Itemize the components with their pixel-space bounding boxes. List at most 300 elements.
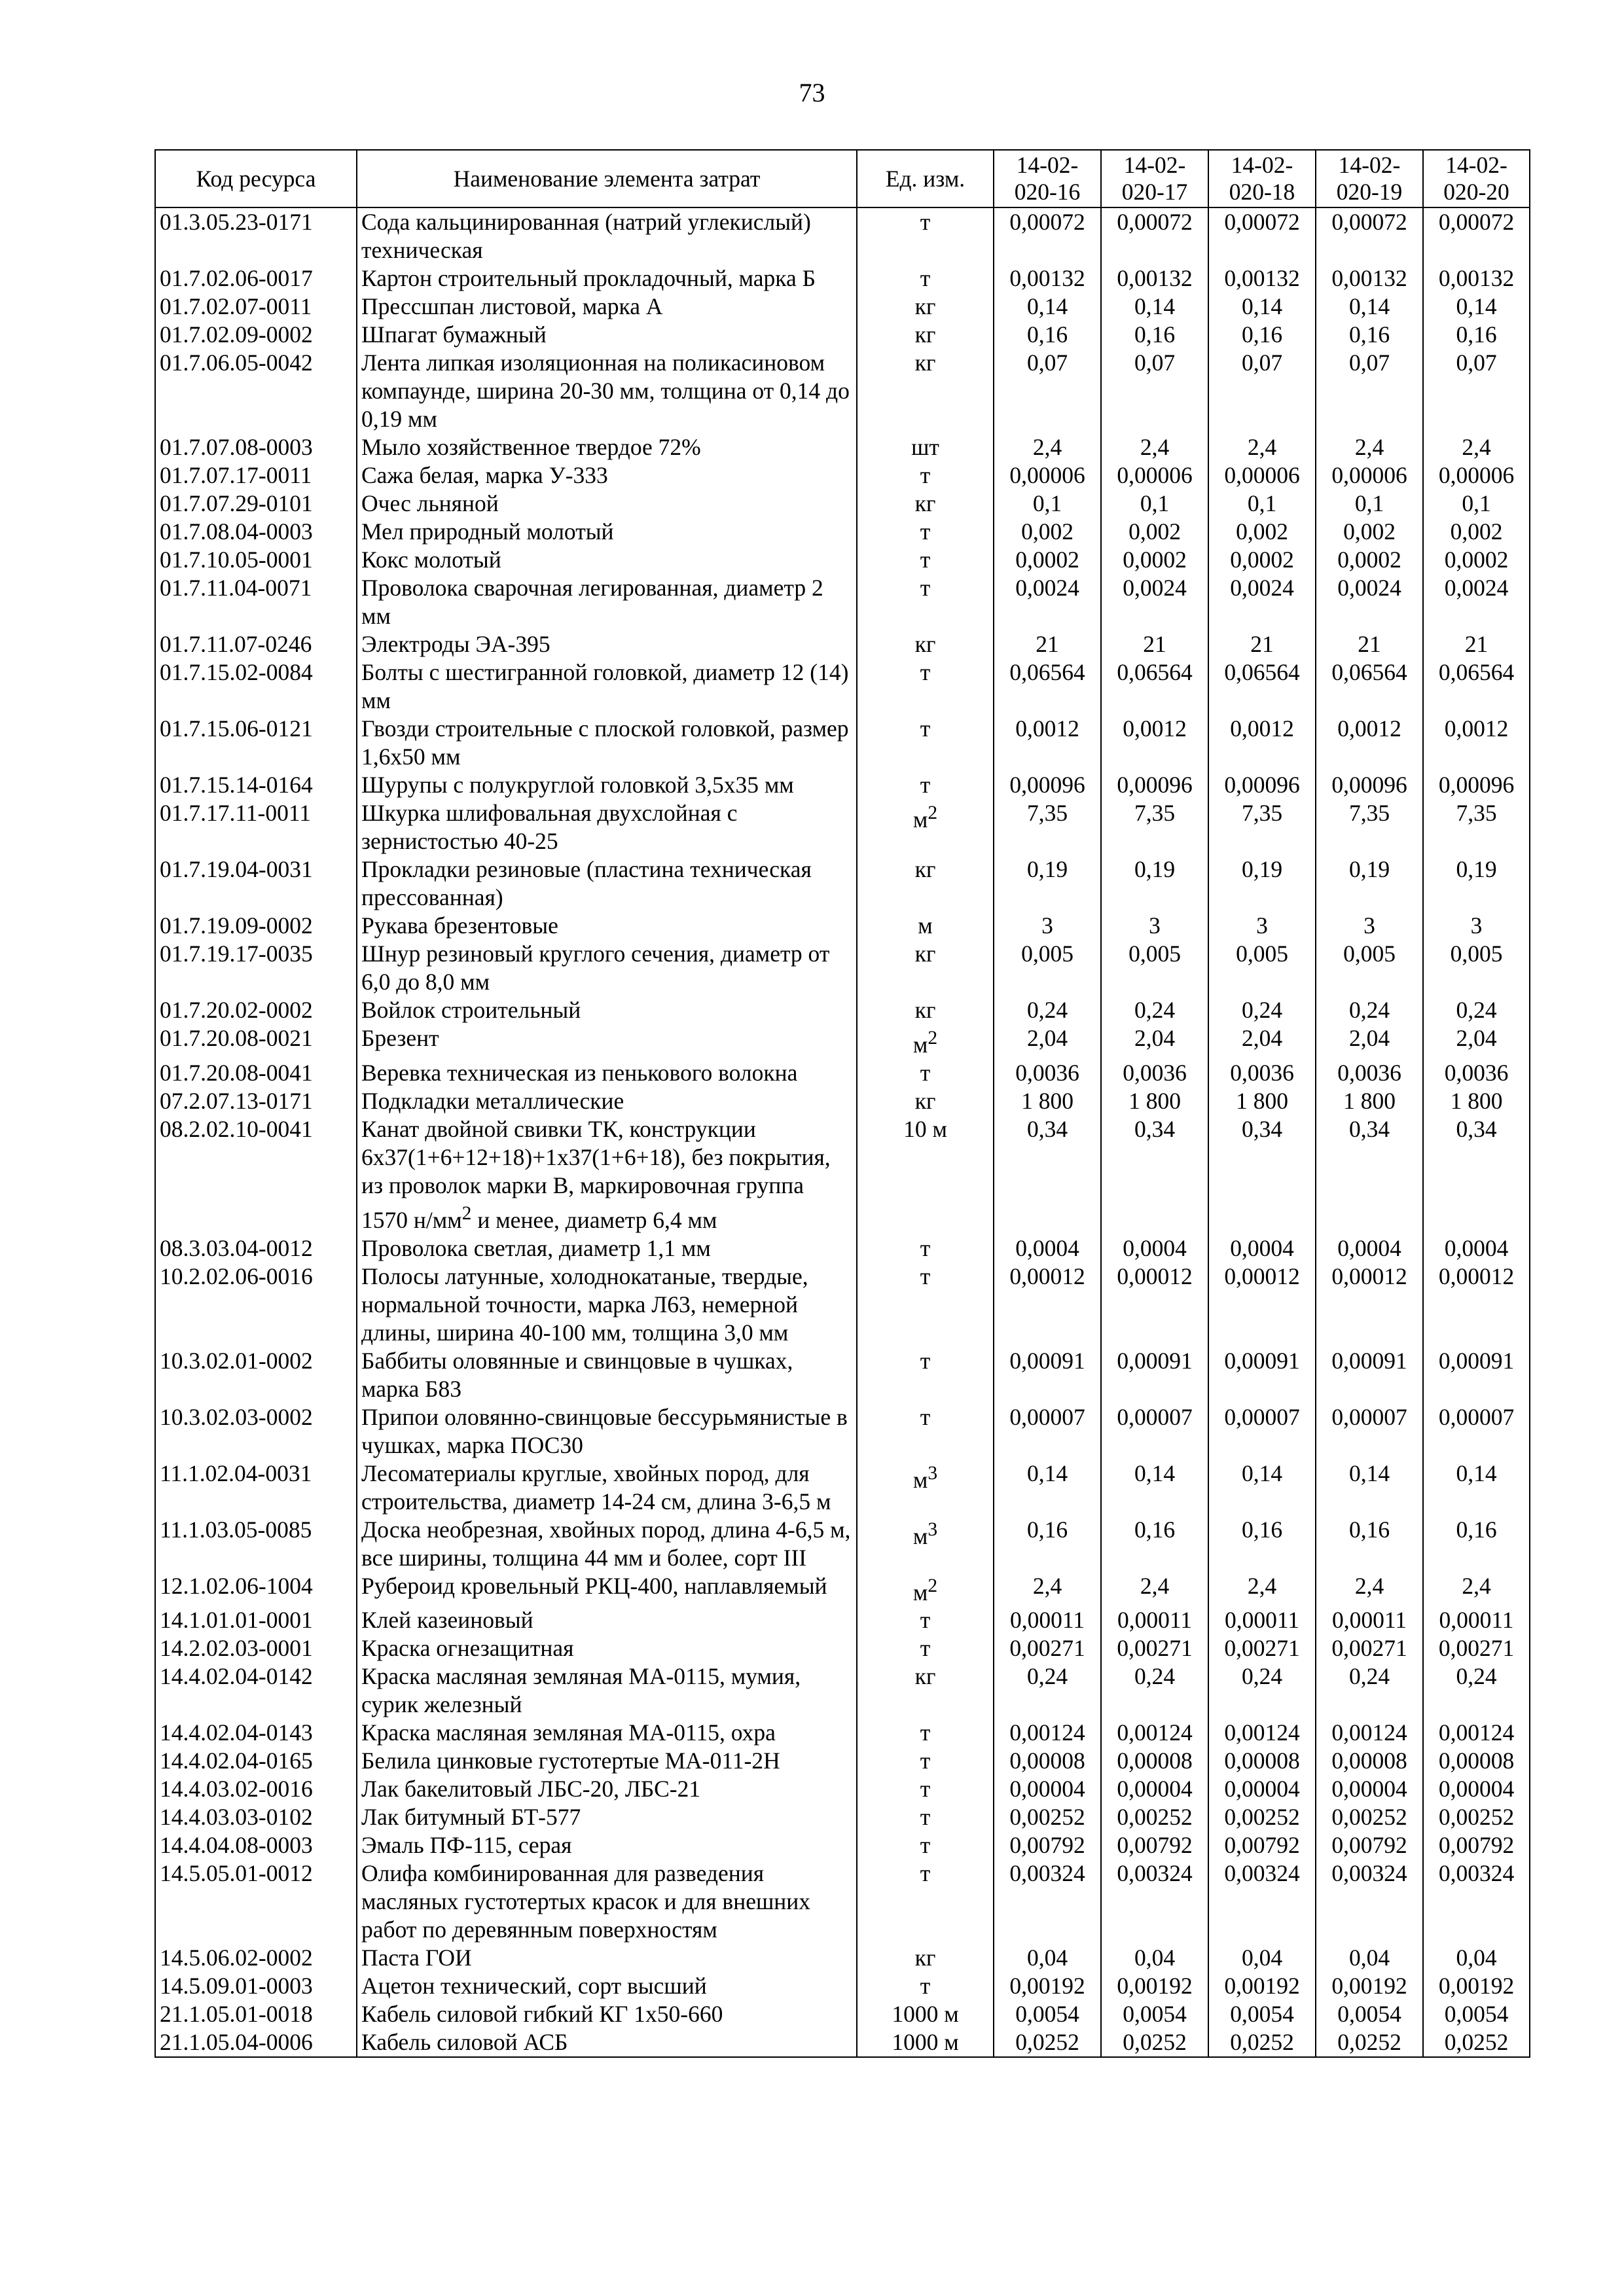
resource-code: 08.2.02.10-0041 (155, 1115, 357, 1234)
resource-name: Сажа белая, марка У-333 (357, 461, 857, 490)
norm-value: 1 800 (1423, 1087, 1530, 1115)
norm-value: 0,00792 (1423, 1831, 1530, 1859)
norm-value: 0,04 (1423, 1944, 1530, 1972)
resource-code: 01.7.17.11-0011 (155, 799, 357, 855)
table-row (155, 771, 1530, 799)
norm-value: 0,04 (1316, 1944, 1423, 1972)
resource-code: 14.4.02.04-0165 (155, 1747, 357, 1775)
norm-value: 0,34 (1208, 1115, 1316, 1234)
resource-code: 01.7.06.05-0042 (155, 349, 357, 433)
norm-value: 0,16 (1423, 321, 1530, 349)
resource-code: 11.1.02.04-0031 (155, 1460, 357, 1516)
norm-value: 0,16 (1316, 321, 1423, 349)
resource-code: 10.2.02.06-0016 (155, 1263, 357, 1347)
norm-value: 0,0036 (1101, 1059, 1208, 1087)
norm-value: 0,00072 (1316, 207, 1423, 264)
resource-code: 01.7.11.04-0071 (155, 574, 357, 630)
resource-name: Краска масляная земляная МА-0115, мумия, сурик железный (357, 1662, 857, 1719)
norm-value: 0,0054 (1101, 2000, 1208, 2028)
norm-value: 21 (994, 630, 1101, 658)
norm-value: 0,00792 (1101, 1831, 1208, 1859)
norm-value: 0,00192 (1423, 1972, 1530, 2000)
resource-name: Лента липкая изоляционная на поликасиновом компаунде, ширина 20-30 мм, толщина от 0,14 до 0,19 мм (357, 349, 857, 433)
norm-value: 0,00011 (1208, 1606, 1316, 1634)
norm-value: 2,4 (1423, 433, 1530, 461)
resource-name: Проволока сварочная легированная, диаметр 2 мм (357, 574, 857, 630)
norm-value: 2,4 (1316, 433, 1423, 461)
norm-value: 0,0004 (1423, 1234, 1530, 1263)
unit-of-measure: т (857, 1347, 994, 1403)
norm-value: 0,0054 (1316, 2000, 1423, 2028)
resource-code: 12.1.02.06-1004 (155, 1572, 357, 1607)
unit-of-measure: кг (857, 855, 994, 912)
norm-value: 0,0024 (1316, 574, 1423, 630)
norm-value: 0,0036 (1208, 1059, 1316, 1087)
resource-code: 14.5.06.02-0002 (155, 1944, 357, 1972)
norm-value: 2,4 (994, 433, 1101, 461)
norm-value: 0,00006 (1316, 461, 1423, 490)
unit-of-measure: т (857, 1747, 994, 1775)
resource-code: 21.1.05.01-0018 (155, 2000, 357, 2028)
table-row (155, 490, 1530, 518)
norm-value: 0,00124 (1423, 1719, 1530, 1747)
unit-of-measure: 1000 м (857, 2000, 994, 2028)
resource-code: 14.5.05.01-0012 (155, 1859, 357, 1944)
table-row (155, 1115, 1530, 1234)
norm-value: 0,24 (994, 1662, 1101, 1719)
unit-of-measure: т (857, 1859, 994, 1944)
resource-name: Подкладки металлические (357, 1087, 857, 1115)
norm-value: 0,04 (1208, 1944, 1316, 1972)
table-row (155, 1859, 1530, 1944)
resource-name: Лесоматериалы круглые, хвойных пород, для строительства, диаметр 14-24 см, длина 3-6,5 м (357, 1460, 857, 1516)
unit-of-measure: т (857, 1972, 994, 2000)
norm-value: 0,00091 (1423, 1347, 1530, 1403)
resource-name: Полосы латунные, холоднокатаные, твердые, нормальной точности, марка Л63, немерной длины, ширина 40-100 мм, толщина 3,0 мм (357, 1263, 857, 1347)
resource-code: 01.7.07.17-0011 (155, 461, 357, 490)
unit-of-measure: т (857, 658, 994, 715)
norm-value: 0,00006 (1423, 461, 1530, 490)
resource-code: 21.1.05.04-0006 (155, 2028, 357, 2057)
norm-value: 0,16 (1423, 1516, 1530, 1572)
norm-value: 0,19 (994, 855, 1101, 912)
norm-value: 0,0024 (1423, 574, 1530, 630)
norm-value: 0,14 (1423, 1460, 1530, 1516)
norm-value: 0,24 (1423, 996, 1530, 1024)
resource-name: Картон строительный прокладочный, марка Б (357, 264, 857, 293)
norm-value: 0,00271 (1208, 1634, 1316, 1662)
norm-value: 2,4 (1101, 1572, 1208, 1607)
resource-code: 14.1.01.01-0001 (155, 1606, 357, 1634)
resource-code: 01.3.05.23-0171 (155, 207, 357, 264)
norm-value: 0,00132 (1423, 264, 1530, 293)
unit-text: м (912, 1579, 928, 1605)
resource-name: Лак бакелитовый ЛБС-20, ЛБС-21 (357, 1775, 857, 1803)
resource-code: 01.7.02.09-0002 (155, 321, 357, 349)
resource-code: 14.2.02.03-0001 (155, 1634, 357, 1662)
unit-of-measure: т (857, 771, 994, 799)
norm-value: 0,0004 (1208, 1234, 1316, 1263)
norm-value: 0,00792 (1316, 1831, 1423, 1859)
unit-superscript: 2 (928, 1028, 938, 1049)
resource-name: Рубероид кровельный РКЦ-400, наплавляемый (357, 1572, 857, 1607)
table-row (155, 799, 1530, 855)
norm-value: 0,00004 (1423, 1775, 1530, 1803)
resource-name: Прокладки резиновые (пластина техническая прессованная) (357, 855, 857, 912)
table-row (155, 1572, 1530, 1607)
norm-value: 0,04 (1101, 1944, 1208, 1972)
resource-name: Кокс молотый (357, 546, 857, 574)
norm-value: 0,0002 (1316, 546, 1423, 574)
resource-name: Олифа комбинированная для разведения масляных густотертых красок и для внешних работ по деревянным поверхностям (357, 1859, 857, 1944)
norm-value: 1 800 (1316, 1087, 1423, 1115)
norm-value: 0,00124 (1208, 1719, 1316, 1747)
norm-value: 0,00324 (1208, 1859, 1316, 1944)
norm-value: 0,0036 (1423, 1059, 1530, 1087)
unit-of-measure (857, 1516, 994, 1572)
norm-value: 2,4 (1101, 433, 1208, 461)
norm-value: 0,00091 (1316, 1347, 1423, 1403)
table-row (155, 1460, 1530, 1516)
unit-of-measure: т (857, 1634, 994, 1662)
norm-value: 0,00007 (1101, 1403, 1208, 1460)
header-unit: Ед. изм. (857, 150, 994, 207)
resource-name: Шурупы с полукруглой головкой 3,5х35 мм (357, 771, 857, 799)
norm-value: 21 (1101, 630, 1208, 658)
norm-value: 0,00008 (1101, 1747, 1208, 1775)
unit-of-measure: т (857, 1803, 994, 1831)
norm-value: 7,35 (994, 799, 1101, 855)
unit-of-measure (857, 799, 994, 855)
norm-value: 0,06564 (1101, 658, 1208, 715)
unit-of-measure: т (857, 518, 994, 546)
table-row (155, 207, 1530, 264)
norm-value: 0,1 (994, 490, 1101, 518)
resource-name: Лак битумный БТ-577 (357, 1803, 857, 1831)
norm-value: 0,00011 (1101, 1606, 1208, 1634)
unit-superscript: 2 (928, 1575, 938, 1596)
norm-value: 0,00324 (1101, 1859, 1208, 1944)
table-row (155, 293, 1530, 321)
norm-value: 0,00012 (994, 1263, 1101, 1347)
norm-value: 0,00792 (994, 1831, 1101, 1859)
norm-value: 0,16 (1101, 321, 1208, 349)
norm-value: 0,00192 (994, 1972, 1101, 2000)
resource-code: 14.5.09.01-0003 (155, 1972, 357, 2000)
norm-value: 0,14 (994, 293, 1101, 321)
norm-value: 0,16 (994, 321, 1101, 349)
norm-value: 0,00252 (1101, 1803, 1208, 1831)
unit-of-measure: т (857, 1719, 994, 1747)
norm-value: 0,00132 (1101, 264, 1208, 293)
norm-value: 1 800 (994, 1087, 1101, 1115)
table-row (155, 996, 1530, 1024)
table-row (155, 1087, 1530, 1115)
table-row (155, 1803, 1530, 1831)
norm-value: 0,24 (1101, 1662, 1208, 1719)
norm-value: 0,00091 (994, 1347, 1101, 1403)
resource-name: Краска огнезащитная (357, 1634, 857, 1662)
norm-value: 0,00008 (1423, 1747, 1530, 1775)
table-row (155, 1634, 1530, 1662)
norm-value: 0,24 (1316, 1662, 1423, 1719)
norm-value: 0,00271 (1423, 1634, 1530, 1662)
norm-value: 21 (1316, 630, 1423, 658)
norm-value: 0,0252 (1316, 2028, 1423, 2057)
norm-value: 2,04 (1316, 1024, 1423, 1059)
norm-value: 0,00096 (994, 771, 1101, 799)
norm-value: 0,19 (1101, 855, 1208, 912)
header-col-18: 14-02-020-18 (1208, 150, 1316, 207)
table-row (155, 1263, 1530, 1347)
unit-of-measure: т (857, 1234, 994, 1263)
resource-code: 01.7.07.29-0101 (155, 490, 357, 518)
table-row (155, 1831, 1530, 1859)
table-row (155, 518, 1530, 546)
table-row (155, 1516, 1530, 1572)
norm-value: 0,00091 (1101, 1347, 1208, 1403)
unit-of-measure: т (857, 574, 994, 630)
norm-value: 0,1 (1101, 490, 1208, 518)
norm-value: 0,19 (1316, 855, 1423, 912)
norm-value: 0,00192 (1101, 1972, 1208, 2000)
resource-name-superscript: 2 (461, 1202, 472, 1224)
resource-code: 01.7.07.08-0003 (155, 433, 357, 461)
norm-value: 0,00252 (994, 1803, 1101, 1831)
norm-value: 0,00132 (1208, 264, 1316, 293)
norm-value: 0,0252 (1423, 2028, 1530, 2057)
norm-value: 0,0252 (1208, 2028, 1316, 2057)
page-number: 73 (799, 78, 825, 107)
table-row (155, 574, 1530, 630)
norm-value: 0,00271 (1101, 1634, 1208, 1662)
resource-code: 01.7.02.07-0011 (155, 293, 357, 321)
table-row (155, 2000, 1530, 2028)
norm-value: 0,0012 (1208, 715, 1316, 771)
table-row (155, 715, 1530, 771)
table-row (155, 912, 1530, 940)
table-row (155, 630, 1530, 658)
unit-superscript: 3 (928, 1462, 938, 1484)
norm-value: 0,00324 (1316, 1859, 1423, 1944)
table-row (155, 1403, 1530, 1460)
unit-text: м (912, 806, 928, 833)
norm-value: 0,14 (994, 1460, 1101, 1516)
norm-value: 0,00096 (1101, 771, 1208, 799)
resource-code: 01.7.15.14-0164 (155, 771, 357, 799)
norm-value: 2,4 (1316, 1572, 1423, 1607)
unit-text: м (912, 1031, 928, 1058)
unit-superscript: 2 (928, 802, 938, 823)
norm-value: 0,00324 (1423, 1859, 1530, 1944)
norm-value: 3 (1101, 912, 1208, 940)
resource-code: 01.7.15.06-0121 (155, 715, 357, 771)
norm-value: 0,00007 (1423, 1403, 1530, 1460)
norm-value: 0,24 (1101, 996, 1208, 1024)
norm-value: 0,34 (1423, 1115, 1530, 1234)
norm-value: 0,00132 (994, 264, 1101, 293)
norm-value: 0,00124 (1316, 1719, 1423, 1747)
table-row (155, 855, 1530, 912)
table-row (155, 1747, 1530, 1775)
norm-value: 0,00192 (1316, 1972, 1423, 2000)
unit-of-measure: кг (857, 940, 994, 996)
header-col-17: 14-02-020-17 (1101, 150, 1208, 207)
norm-value: 0,00096 (1208, 771, 1316, 799)
header-col-20: 14-02-020-20 (1423, 150, 1530, 207)
table-row (155, 1347, 1530, 1403)
resource-code: 01.7.19.04-0031 (155, 855, 357, 912)
resource-code: 01.7.20.02-0002 (155, 996, 357, 1024)
norm-value: 0,06564 (994, 658, 1101, 715)
norm-value: 0,14 (1101, 293, 1208, 321)
norm-value: 2,04 (994, 1024, 1101, 1059)
norm-value: 0,005 (1316, 940, 1423, 996)
table-row (155, 1059, 1530, 1087)
norm-value: 0,0012 (1423, 715, 1530, 771)
norm-value: 0,19 (1208, 855, 1316, 912)
unit-of-measure: 1000 м (857, 2028, 994, 2057)
resource-code: 01.7.10.05-0001 (155, 546, 357, 574)
norm-value: 0,00012 (1423, 1263, 1530, 1347)
resource-name: Кабель силовой гибкий КГ 1х50-660 (357, 2000, 857, 2028)
norm-value: 0,00132 (1316, 264, 1423, 293)
unit-of-measure: т (857, 1263, 994, 1347)
table-row (155, 1972, 1530, 2000)
unit-of-measure: т (857, 1831, 994, 1859)
norm-value: 2,4 (1423, 1572, 1530, 1607)
norm-value: 0,0002 (994, 546, 1101, 574)
norm-value: 3 (1316, 912, 1423, 940)
norm-value: 0,0024 (1101, 574, 1208, 630)
unit-of-measure: шт (857, 433, 994, 461)
norm-value: 3 (994, 912, 1101, 940)
table-row (155, 1234, 1530, 1263)
norm-value: 7,35 (1101, 799, 1208, 855)
norm-value: 2,4 (1208, 433, 1316, 461)
resource-name: Войлок строительный (357, 996, 857, 1024)
norm-value: 0,1 (1208, 490, 1316, 518)
norm-value: 0,04 (994, 1944, 1101, 1972)
resource-code: 01.7.20.08-0041 (155, 1059, 357, 1087)
norm-value: 0,16 (1208, 321, 1316, 349)
header-col-19: 14-02-020-19 (1316, 150, 1423, 207)
norm-value: 0,00192 (1208, 1972, 1316, 2000)
table-row (155, 940, 1530, 996)
norm-value: 0,07 (1316, 349, 1423, 433)
norm-value: 0,0012 (994, 715, 1101, 771)
norm-value: 0,00324 (994, 1859, 1101, 1944)
norm-value: 3 (1423, 912, 1530, 940)
norm-value: 0,14 (1423, 293, 1530, 321)
norm-value: 0,002 (1316, 518, 1423, 546)
norm-value: 0,00007 (1208, 1403, 1316, 1460)
unit-of-measure: кг (857, 1087, 994, 1115)
resource-name: Мел природный молотый (357, 518, 857, 546)
norm-value: 0,002 (994, 518, 1101, 546)
norm-value: 0,00008 (1208, 1747, 1316, 1775)
unit-of-measure (857, 1024, 994, 1059)
unit-of-measure: кг (857, 490, 994, 518)
norm-value: 0,24 (1423, 1662, 1530, 1719)
resource-name: Шкурка шлифовальная двухслойная с зернистостью 40-25 (357, 799, 857, 855)
unit-of-measure: кг (857, 321, 994, 349)
resource-code: 01.7.20.08-0021 (155, 1024, 357, 1059)
norm-value: 0,00072 (994, 207, 1101, 264)
norm-value: 0,14 (1208, 293, 1316, 321)
resource-code: 11.1.03.05-0085 (155, 1516, 357, 1572)
unit-of-measure: т (857, 1059, 994, 1087)
norm-value: 0,00252 (1316, 1803, 1423, 1831)
norm-value: 2,04 (1208, 1024, 1316, 1059)
norm-value: 0,00006 (1101, 461, 1208, 490)
norm-value: 0,00004 (994, 1775, 1101, 1803)
norm-value: 0,0002 (1423, 546, 1530, 574)
norm-value: 0,24 (1316, 996, 1423, 1024)
norm-value: 0,0036 (994, 1059, 1101, 1087)
norm-value: 7,35 (1208, 799, 1316, 855)
resource-code: 14.4.02.04-0143 (155, 1719, 357, 1747)
norm-value: 0,24 (994, 996, 1101, 1024)
norm-value: 3 (1208, 912, 1316, 940)
norm-value: 0,0024 (1208, 574, 1316, 630)
unit-text: м (912, 1522, 928, 1549)
norm-value: 0,06564 (1423, 658, 1530, 715)
norm-value: 0,0004 (1316, 1234, 1423, 1263)
norm-value: 0,00012 (1101, 1263, 1208, 1347)
norm-value: 0,0252 (994, 2028, 1101, 2057)
unit-of-measure: т (857, 207, 994, 264)
table-row (155, 461, 1530, 490)
unit-text: м (912, 1466, 928, 1493)
norm-value: 2,04 (1423, 1024, 1530, 1059)
resource-name: Очес льняной (357, 490, 857, 518)
norm-value: 0,00011 (994, 1606, 1101, 1634)
norm-value: 2,4 (1208, 1572, 1316, 1607)
norm-value: 0,34 (994, 1115, 1101, 1234)
norm-value: 0,19 (1423, 855, 1530, 912)
resource-name (357, 1115, 857, 1234)
resource-code: 14.4.02.04-0142 (155, 1662, 357, 1719)
norm-value: 0,00271 (1316, 1634, 1423, 1662)
norm-value: 0,16 (994, 1516, 1101, 1572)
resource-name: Болты с шестигранной головкой, диаметр 12 (14) мм (357, 658, 857, 715)
unit-of-measure: кг (857, 293, 994, 321)
resource-name: Баббиты оловянные и свинцовые в чушках, марка Б83 (357, 1347, 857, 1403)
resource-code: 10.3.02.03-0002 (155, 1403, 357, 1460)
unit-of-measure (857, 1572, 994, 1607)
norm-value: 0,0036 (1316, 1059, 1423, 1087)
norm-value: 0,0002 (1208, 546, 1316, 574)
norm-value: 0,16 (1316, 1516, 1423, 1572)
resource-name: Рукава брезентовые (357, 912, 857, 940)
table-row (155, 1775, 1530, 1803)
unit-of-measure: т (857, 1403, 994, 1460)
norm-value: 0,00252 (1423, 1803, 1530, 1831)
norm-value: 0,00006 (994, 461, 1101, 490)
unit-of-measure: кг (857, 630, 994, 658)
norm-value: 0,0012 (1316, 715, 1423, 771)
unit-superscript: 3 (928, 1518, 938, 1540)
table-row (155, 1719, 1530, 1747)
unit-of-measure: т (857, 1775, 994, 1803)
norm-value: 0,002 (1101, 518, 1208, 546)
norm-value: 0,07 (1208, 349, 1316, 433)
norm-value: 0,002 (1423, 518, 1530, 546)
norm-value: 0,00271 (994, 1634, 1101, 1662)
norm-value: 0,00096 (1423, 771, 1530, 799)
norm-value: 0,00004 (1316, 1775, 1423, 1803)
